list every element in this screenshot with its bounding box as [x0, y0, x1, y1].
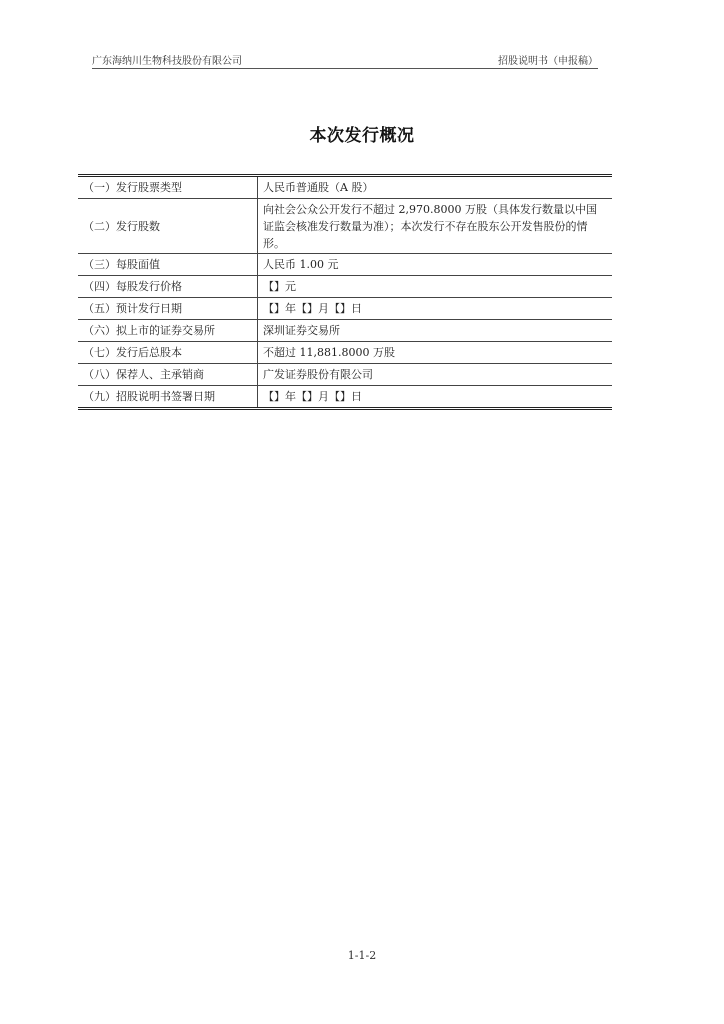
- row-value: 人民币 1.00 元: [258, 254, 613, 276]
- page-number: 1-1-2: [347, 949, 377, 962]
- row-value: 人民币普通股（A 股）: [263, 181, 374, 194]
- row-value: 【】年【】月【】日: [258, 298, 613, 320]
- row-value: 【】元: [258, 276, 613, 298]
- page-header: [92, 51, 598, 69]
- offering-overview-table: [78, 174, 612, 410]
- table-row: [78, 176, 612, 199]
- table-row: [78, 298, 612, 320]
- table-row: [78, 254, 612, 276]
- row-value: 广发证券股份有限公司: [258, 364, 613, 386]
- row-value: 不超过 11,881.8000 万股: [258, 342, 613, 364]
- page-title: 本次发行概况: [309, 126, 415, 146]
- row-label: （三）每股面值: [78, 254, 258, 276]
- row-value: 【】年【】月【】日: [258, 386, 613, 409]
- document-type: 招股说明书（申报稿）: [498, 56, 598, 67]
- row-label: （四）每股发行价格: [78, 276, 258, 298]
- table-row: [78, 364, 612, 386]
- row-value: 深圳证券交易所: [258, 320, 613, 342]
- row-value: 向社会公众公开发行不超过 2,970.8000 万股（具体发行数量以中国证监会核准发行数量为准）；本次发行不存在股东公开发售股份的情形。: [258, 199, 613, 254]
- row-label: （八）保荐人、主承销商: [78, 364, 258, 386]
- table-row: [78, 342, 612, 364]
- row-label: （五）预计发行日期: [78, 298, 258, 320]
- table-row: [78, 320, 612, 342]
- row-label: （七）发行后总股本: [78, 342, 258, 364]
- row-label: （六）拟上市的证券交易所: [78, 320, 258, 342]
- table-row: [78, 276, 612, 298]
- company-name: 广东海纳川生物科技股份有限公司: [92, 56, 242, 67]
- row-label: （二）发行股数: [78, 199, 258, 254]
- row-label: （一）发行股票类型: [78, 176, 258, 199]
- row-label: （九）招股说明书签署日期: [78, 386, 258, 409]
- table-row: [78, 199, 612, 254]
- table-row: [78, 386, 612, 409]
